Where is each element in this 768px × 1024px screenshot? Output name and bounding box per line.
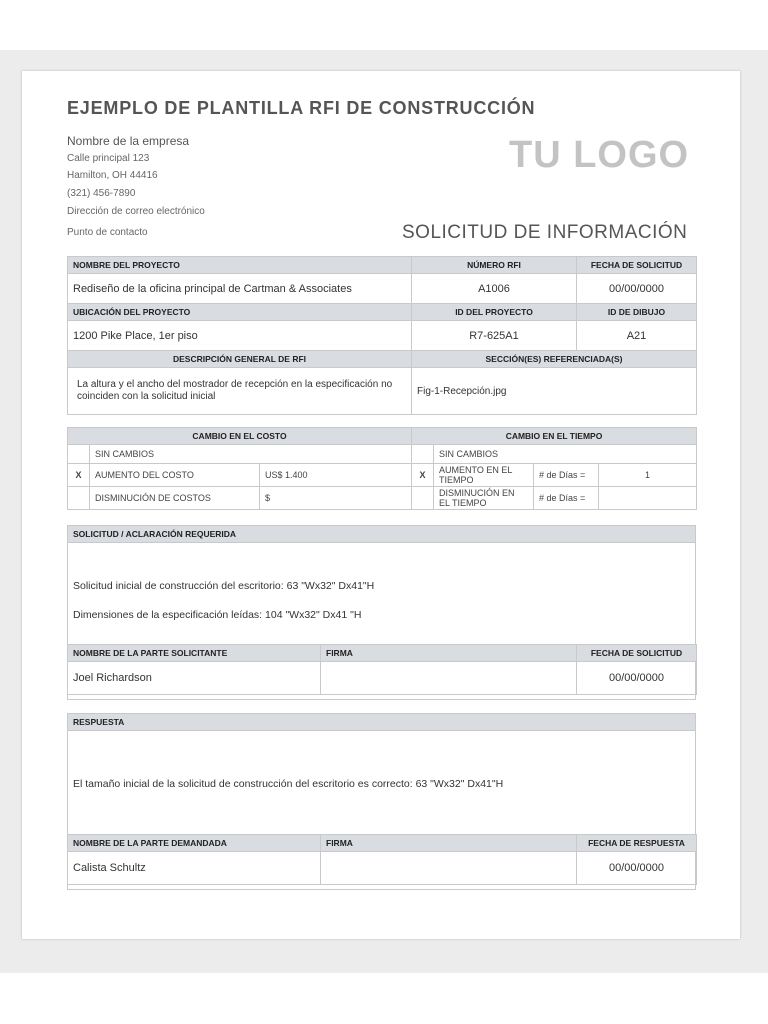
time-increase-label: AUMENTO EN EL TIEMPO: [434, 464, 534, 487]
request-line-1: Solicitud inicial de construcción del escritorio: 63 "Wx32" Dx41"H: [73, 580, 375, 592]
document-page: [22, 71, 740, 939]
company-city: Hamilton, OH 44416: [67, 170, 158, 181]
time-decrease-checkbox[interactable]: [412, 487, 434, 510]
company-street: Calle principal 123: [67, 153, 150, 164]
respondent-name-label: NOMBRE DE LA PARTE DEMANDADA: [68, 835, 321, 852]
change-table: [67, 427, 697, 510]
drawing-id-field[interactable]: A21: [577, 321, 697, 351]
project-location-field[interactable]: 1200 Pike Place, 1er piso: [68, 321, 412, 351]
document-heading: EJEMPLO DE PLANTILLA RFI DE CONSTRUCCIÓN: [67, 98, 536, 118]
time-no-change-checkbox[interactable]: [412, 445, 434, 464]
respondent-signature-label: FIRMA: [321, 835, 577, 852]
cost-change-label: CAMBIO EN EL COSTO: [68, 428, 412, 445]
response-section: [67, 713, 696, 890]
request-date-label: FECHA DE SOLICITUD: [577, 257, 697, 274]
time-decrease-days[interactable]: [599, 487, 697, 510]
project-name-field[interactable]: Rediseño de la oficina principal de Cartman & Associates: [68, 274, 412, 304]
project-info-table: [67, 256, 697, 415]
response-date-field[interactable]: 00/00/0000: [577, 852, 697, 885]
referenced-sections-label: SECCIÓN(ES) REFERENCIADA(S): [412, 351, 697, 368]
drawing-id-label: ID DE DIBUJO: [577, 304, 697, 321]
request-section: [67, 525, 696, 700]
time-decrease-label: DISMINUCIÓN EN EL TIEMPO: [434, 487, 534, 510]
time-decrease-days-label: # de Días =: [534, 487, 599, 510]
form-title: SOLICITUD DE INFORMACIÓN: [402, 222, 688, 243]
time-increase-days[interactable]: 1: [599, 464, 697, 487]
project-id-field[interactable]: R7-625A1: [412, 321, 577, 351]
rfi-number-label: NÚMERO RFI: [412, 257, 577, 274]
requester-signature-field[interactable]: [321, 662, 577, 695]
cost-no-change-checkbox[interactable]: [68, 445, 90, 464]
time-no-change-label: SIN CAMBIOS: [434, 445, 697, 464]
requester-date-label: FECHA DE SOLICITUD: [577, 645, 697, 662]
requester-name-field[interactable]: Joel Richardson: [68, 662, 321, 695]
rfi-overview-label: DESCRIPCIÓN GENERAL DE RFI: [68, 351, 412, 368]
time-increase-days-label: # de Días =: [534, 464, 599, 487]
requester-signature-label: FIRMA: [321, 645, 577, 662]
project-name-label: NOMBRE DEL PROYECTO: [68, 257, 412, 274]
company-name: Nombre de la empresa: [67, 134, 190, 148]
respondent-name-field[interactable]: Calista Schultz: [68, 852, 321, 885]
request-date-field[interactable]: 00/00/0000: [577, 274, 697, 304]
response-body[interactable]: [68, 731, 695, 834]
requester-date-field[interactable]: 00/00/0000: [577, 662, 697, 695]
cost-increase-label: AUMENTO DEL COSTO: [90, 464, 260, 487]
project-id-label: ID DEL PROYECTO: [412, 304, 577, 321]
requester-name-label: NOMBRE DE LA PARTE SOLICITANTE: [68, 645, 321, 662]
response-date-label: FECHA DE RESPUESTA: [577, 835, 697, 852]
response-text: El tamaño inicial de la solicitud de construcción del escritorio es correcto: 63 "Wx32" Dx41"H: [73, 778, 504, 790]
cost-decrease-checkbox[interactable]: [68, 487, 90, 510]
request-line-2: Dimensiones de la especificación leídas: 104 "Wx32" Dx41 "H: [73, 609, 362, 621]
cost-decrease-label: DISMINUCIÓN DE COSTOS: [90, 487, 260, 510]
respondent-signature-field[interactable]: [321, 852, 577, 885]
cost-increase-checkbox[interactable]: X: [68, 464, 90, 487]
time-change-label: CAMBIO EN EL TIEMPO: [412, 428, 697, 445]
company-email: Dirección de correo electrónico: [67, 206, 205, 217]
company-contact: Punto de contacto: [67, 227, 148, 238]
response-label: RESPUESTA: [68, 714, 695, 731]
respondent-table: [67, 834, 697, 885]
cost-no-change-label: SIN CAMBIOS: [90, 445, 412, 464]
time-increase-checkbox[interactable]: X: [412, 464, 434, 487]
requester-table: [67, 644, 697, 695]
referenced-sections-field[interactable]: Fig-1-Recepción.jpg: [412, 368, 697, 415]
cost-decrease-amount[interactable]: $: [260, 487, 412, 510]
company-phone: (321) 456-7890: [67, 188, 136, 199]
cost-increase-amount[interactable]: US$ 1.400: [260, 464, 412, 487]
rfi-number-field[interactable]: A1006: [412, 274, 577, 304]
logo-placeholder: TU LOGO: [509, 134, 690, 176]
request-label: SOLICITUD / ACLARACIÓN REQUERIDA: [68, 526, 695, 543]
rfi-overview-field[interactable]: La altura y el ancho del mostrador de recepción en la especificación no coinciden con la solicitud inicial: [68, 368, 412, 415]
request-body[interactable]: [68, 543, 695, 644]
project-location-label: UBICACIÓN DEL PROYECTO: [68, 304, 412, 321]
